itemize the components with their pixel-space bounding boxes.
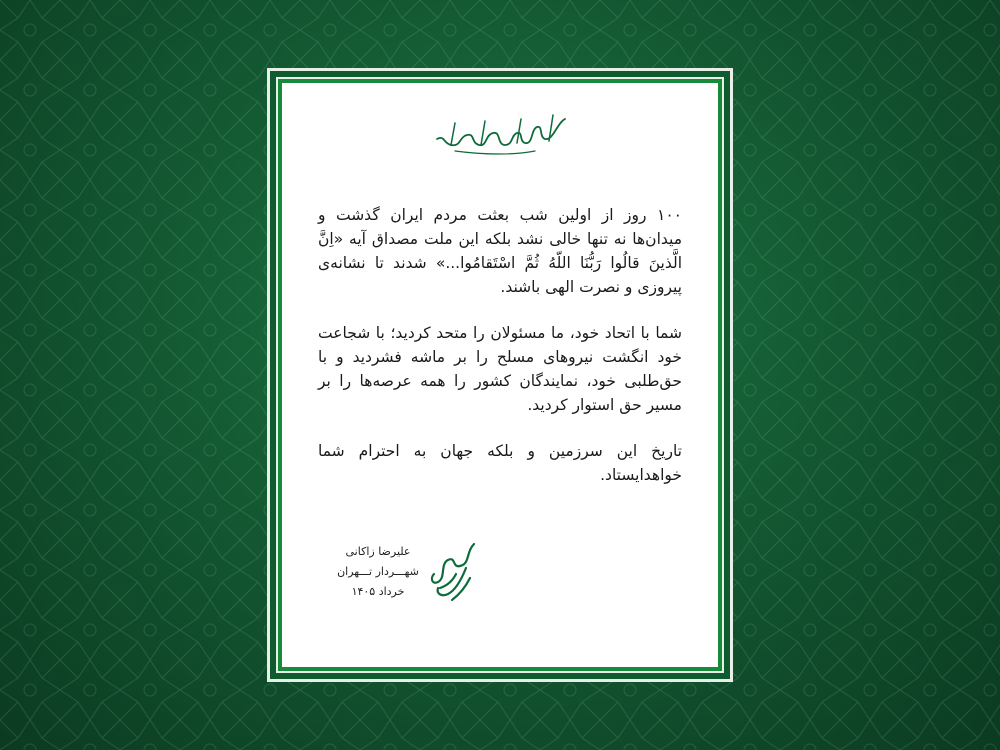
signature-text <box>332 542 424 602</box>
letter-paragraph: تاریخ این سرزمین و بلکه جهان به احترام شما خواهدایستاد. <box>318 442 682 484</box>
signatory-name: علیرضا زاکانی <box>345 545 411 558</box>
letter-body <box>318 203 682 509</box>
handwritten-signature <box>426 538 482 604</box>
letter-paper <box>282 83 718 667</box>
signature-block <box>332 538 482 608</box>
letter-paragraph: شما با اتحاد خود، ما مسئولان را متحد کردید؛ با شجاعت خود انگشت نیروهای مسلح را بر ماشه فشردید و با حق‌طلبی خود، نمایندگان کشور را همه عرصه‌ها را بر مسیر حق استوار کردید. <box>318 324 682 414</box>
signature-date: خرداد ۱۴۰۵ <box>351 585 405 598</box>
letter-paragraph: ۱۰۰ روز از اولین شب بعثت مردم ایران گذشت و میدان‌ها نه تنها خالی نشد بلکه این ملت مصداق آیه «اِنَّ الَّذینَ قالُوا رَبُّنَا اللّهُ ثُمَّ اسْتَقامُوا...» شدند تا نشانه‌ی پیروزی و نصرت الهی باشند. <box>318 206 682 296</box>
basmala-calligraphy <box>282 101 718 161</box>
signatory-title: شهـــردار تـــهران <box>337 565 419 578</box>
